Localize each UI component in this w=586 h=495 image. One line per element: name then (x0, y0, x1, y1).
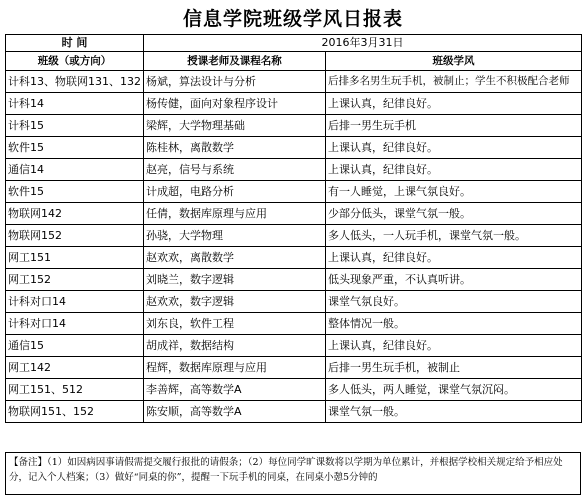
table-row (6, 71, 582, 93)
table-row (6, 401, 582, 423)
study-cell: 少部分低头，课堂气氛一般。 (326, 203, 582, 225)
table-row (6, 291, 582, 313)
study-cell: 课堂气氛良好。 (326, 291, 582, 313)
study-cell: 多人低头，两人睡觉，课堂气氛沉闷。 (326, 379, 582, 401)
class-cell: 计科13、物联网131、132 (6, 71, 144, 93)
teacher-cell: 任倩，数据库原理与应用 (144, 203, 326, 225)
study-cell: 有一人睡觉，上课气氛良好。 (326, 181, 582, 203)
teacher-cell: 李善辉，高等数学A (144, 379, 326, 401)
class-cell: 计科15 (6, 115, 144, 137)
table-row (6, 313, 582, 335)
teacher-cell: 赵欢欢，离散数学 (144, 247, 326, 269)
class-cell: 通信14 (6, 159, 144, 181)
class-cell: 计科对口14 (6, 291, 144, 313)
class-cell: 通信15 (6, 335, 144, 357)
class-cell: 软件15 (6, 181, 144, 203)
class-cell: 计科对口14 (6, 313, 144, 335)
table-row (6, 137, 582, 159)
table-row (6, 269, 582, 291)
teacher-cell: 梁辉，大学物理基础 (144, 115, 326, 137)
teacher-cell: 刘东良，软件工程 (144, 313, 326, 335)
class-cell: 网工152 (6, 269, 144, 291)
teacher-cell: 赵欢欢，数字逻辑 (144, 291, 326, 313)
header-study: 班级学风 (326, 52, 582, 71)
teacher-cell: 刘晓兰，数字逻辑 (144, 269, 326, 291)
table-row (6, 159, 582, 181)
header-row (6, 52, 582, 71)
study-cell: 课堂气氛一般。 (326, 401, 582, 423)
teacher-cell: 杨传健，面向对象程序设计 (144, 93, 326, 115)
study-cell: 多人低头，一人玩手机，课堂气氛一般。 (326, 225, 582, 247)
study-cell: 后排一男生玩手机 (326, 115, 582, 137)
table-row (6, 115, 582, 137)
teacher-cell: 陈桂林，离散数学 (144, 137, 326, 159)
time-row (6, 35, 582, 52)
table-row (6, 225, 582, 247)
class-cell: 物联网151、152 (6, 401, 144, 423)
class-cell: 计科14 (6, 93, 144, 115)
study-cell: 上课认真，纪律良好。 (326, 137, 582, 159)
teacher-cell: 赵亮，信号与系统 (144, 159, 326, 181)
study-cell: 整体情况一般。 (326, 313, 582, 335)
time-value: 2016年3月31日 (144, 35, 582, 52)
class-cell: 物联网142 (6, 203, 144, 225)
study-cell: 上课认真，纪律良好。 (326, 159, 582, 181)
table-row (6, 379, 582, 401)
teacher-cell: 孙骁，大学物理 (144, 225, 326, 247)
study-cell: 上课认真，纪律良好。 (326, 247, 582, 269)
class-cell: 网工151、512 (6, 379, 144, 401)
table-row (6, 93, 582, 115)
teacher-cell: 杨斌，算法设计与分析 (144, 71, 326, 93)
teacher-cell: 程辉，数据库原理与应用 (144, 357, 326, 379)
class-cell: 网工151 (6, 247, 144, 269)
report-title: 信息学院班级学风日报表 (182, 7, 403, 30)
header-teacher: 授课老师及课程名称 (144, 52, 326, 71)
class-cell: 软件15 (6, 137, 144, 159)
class-cell: 网工142 (6, 357, 144, 379)
table-row (6, 181, 582, 203)
teacher-cell: 计成超，电路分析 (144, 181, 326, 203)
report-table (5, 34, 582, 423)
table-row (6, 357, 582, 379)
teacher-cell: 陈安顺，高等数学A (144, 401, 326, 423)
teacher-cell: 胡成祥，数据结构 (144, 335, 326, 357)
table-row (6, 203, 582, 225)
header-class: 班级（或方向） (6, 52, 144, 71)
table-row (6, 247, 582, 269)
study-cell: 低头现象严重，不认真听讲。 (326, 269, 582, 291)
study-cell: 后排一男生玩手机，被制止 (326, 357, 582, 379)
study-cell: 上课认真，纪律良好。 (326, 93, 582, 115)
time-label: 时 间 (6, 35, 144, 52)
class-cell: 物联网152 (6, 225, 144, 247)
study-cell: 上课认真，纪律良好。 (326, 335, 582, 357)
table-row (6, 335, 582, 357)
note-box: 【备注】（1）如因病因事请假需提交履行报批的请假条；（2）每位同学旷课数将以学期为单位累计，并根据学校相关规定给予相应处分，记入个人档案；（3）做好“同桌的你”，提醒一下玩手机的同桌，在同桌小憩5分钟的 (5, 452, 581, 495)
study-cell: 后排多名男生玩手机，被制止；学生不积极配合老师 (326, 71, 582, 93)
